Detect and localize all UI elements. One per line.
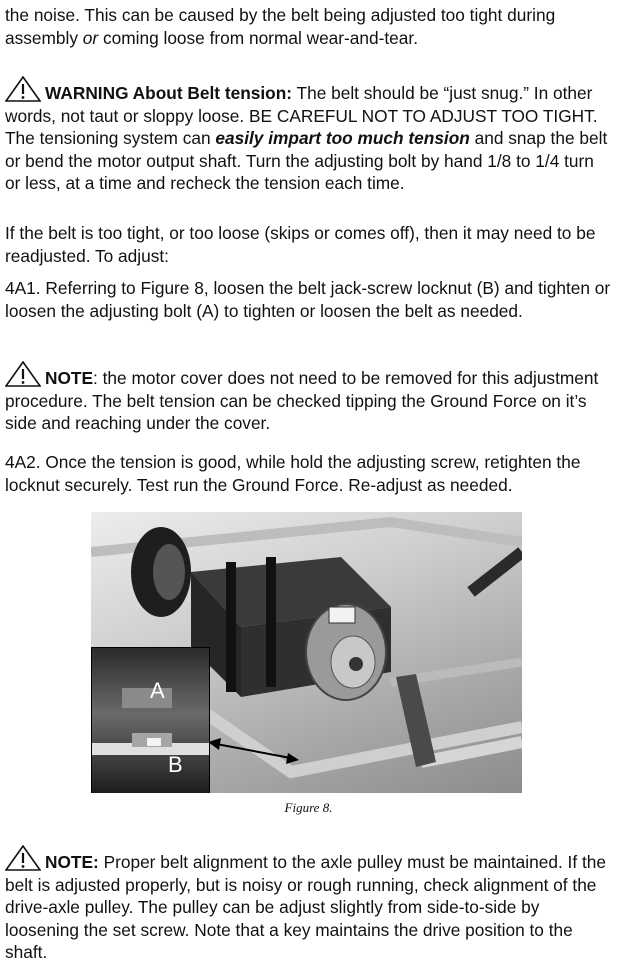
step-4a2: 4A2. Once the tension is good, while hold the adjusting screw, retighten the locknut securely. Test run the Ground Force. Re-adjust as needed. [5, 452, 581, 495]
warning-triangle-icon [5, 76, 41, 102]
adjust-intro-paragraph: If the belt is too tight, or too loose (skips or comes off), then it may need to be readjusted. To adjust: [5, 223, 596, 266]
note-paragraph-1 [5, 361, 613, 435]
note-label-2: NOTE: [45, 852, 99, 872]
note-text-1: : the motor cover does not need to be removed for this adjustment procedure. The belt tension can be checked tipping the Ground Force on it’s side and reaching under the cover. [5, 368, 599, 433]
note-paragraph-2 [5, 845, 613, 964]
intro-tail: coming loose from normal wear-and-tear. [98, 27, 419, 48]
warning-emphasis: easily impart too much tension [215, 128, 470, 148]
warning-paragraph [5, 76, 613, 195]
label-a: A [150, 678, 165, 703]
inset-illustration [92, 648, 209, 793]
belt-assembly-photo [91, 512, 522, 793]
warning-text-1: The belt should be “just snug.” In other words, not taut or sloppy loose. BE CAREFUL NOT TO ADJUST TOO TIGHT. The tensioning system can [5, 83, 598, 148]
warning-label: WARNING About Belt tension: [45, 83, 293, 103]
label-b: B [168, 752, 183, 777]
intro-paragraph [5, 4, 613, 49]
note-text-2: Proper belt alignment to the axle pulley must be maintained. If the belt is adjusted properly, but is noisy or rough running, check alignment of the drive-axle pulley. The pulley can be adjust slightly from side-to-side by loosening the set screw. Note that a key maintains the drive position to the shaft. [5, 852, 606, 962]
step-4a1: 4A1. Referring to Figure 8, loosen the belt jack-screw locknut (B) and tighten or loosen the adjusting bolt (A) to tighten or loosen the belt as needed. [5, 278, 611, 321]
intro-text: the noise. This can be caused by the belt being adjusted too tight during assembly [5, 5, 556, 48]
figure-caption: Figure 8. [284, 800, 333, 815]
warning-text-2: and snap the belt or bend the motor output shaft. Turn the adjusting bolt by hand 1/8 to 1/4 turn or less, at a time and recheck the tension each time. [5, 128, 608, 193]
warning-triangle-icon [5, 845, 41, 871]
intro-emphasis: or [82, 27, 99, 48]
note-label-1: NOTE [45, 368, 94, 388]
warning-triangle-icon [5, 361, 41, 387]
inset-closeup [91, 647, 210, 793]
